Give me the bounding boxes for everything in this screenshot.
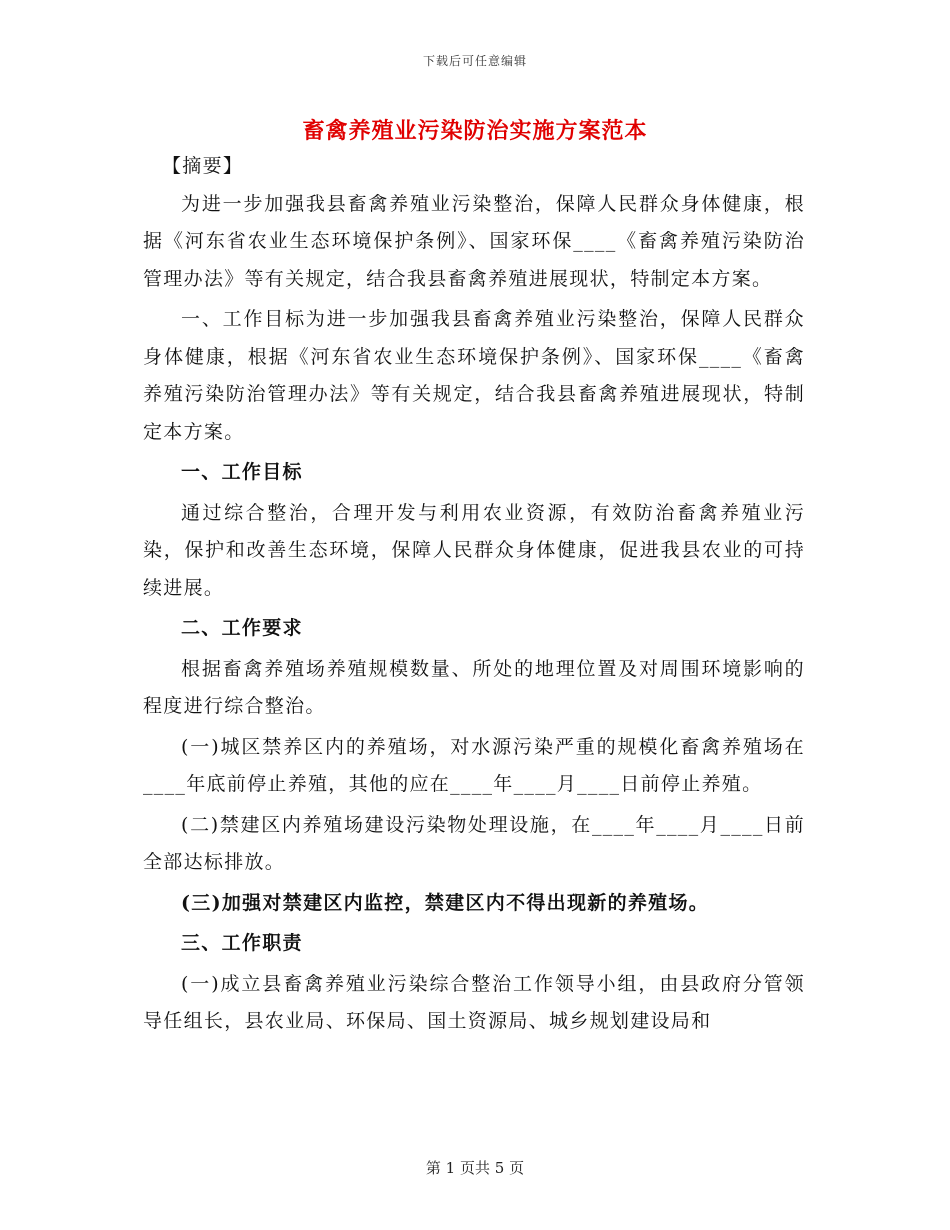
document-body	[143, 148, 805, 1041]
header-note: 下载后可任意编辑	[422, 54, 527, 68]
requirement-item-1: (一)城区禁养区内的养殖场，对水源污染严重的规模化畜禽养殖场在____年底前停止养殖，其他的应在____年____月____日前停止养殖。	[143, 735, 805, 795]
requirements-paragraph: 根据畜禽养殖场养殖规模数量、所处的地理位置及对周围环境影响的程度进行综合整治。	[143, 657, 805, 717]
section-heading-responsibilities: 三、工作职责	[181, 932, 303, 954]
section-heading-goal: 一、工作目标	[181, 461, 303, 483]
page-footer: 第 1 页共 5 页	[425, 1159, 525, 1177]
goal-intro-paragraph: 一、工作目标为进一步加强我县畜禽养殖业污染整治，保障人民群众身体健康，根据《河东省农业生态环境保护条例》、国家环保____《畜禽养殖污染防治管理办法》等有关规定，结合我县畜禽养殖进展现状，特制定本方案。	[143, 308, 805, 443]
abstract-label: 【摘要】	[162, 155, 244, 177]
requirement-item-3: (三)加强对禁建区内监控，禁建区内不得出现新的养殖场。	[181, 891, 710, 914]
section-heading-requirements: 二、工作要求	[181, 617, 303, 639]
document-title: 畜禽养殖业污染防治实施方案范本	[302, 118, 648, 144]
responsibility-item-1: (一)成立县畜禽养殖业污染综合整治工作领导小组，由县政府分管领导任组长，县农业局、环保局、国土资源局、城乡规划建设局和	[143, 972, 805, 1032]
requirement-item-2: (二)禁建区内养殖场建设污染物处理设施，在____年____月____日前全部达标排放。	[143, 813, 805, 873]
goal-paragraph: 通过综合整治，合理开发与利用农业资源，有效防治畜禽养殖业污染，保护和改善生态环境，保障人民群众身体健康，促进我县农业的可持续进展。	[143, 501, 805, 599]
intro-paragraph: 为进一步加强我县畜禽养殖业污染整治，保障人民群众身体健康，根据《河东省农业生态环境保护条例》、国家环保____《畜禽养殖污染防治管理办法》等有关规定，结合我县畜禽养殖进展现状，特制定本方案。	[143, 192, 805, 290]
